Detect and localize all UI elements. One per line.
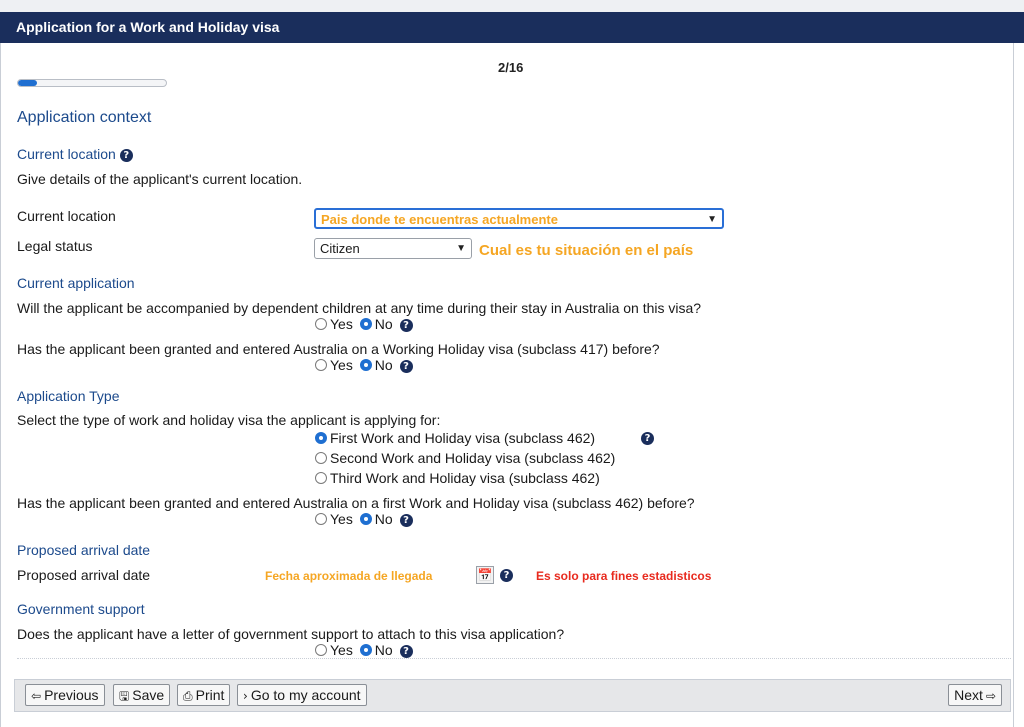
help-icon[interactable]: ?: [400, 645, 413, 658]
radio-button[interactable]: [315, 452, 327, 464]
form-page: [0, 43, 1014, 727]
radio-no[interactable]: [360, 642, 393, 658]
go-to-account-label: Go to my account: [250, 687, 361, 703]
legal-status-label: Legal status: [17, 238, 93, 254]
progress-bar: [17, 79, 167, 87]
radio-button[interactable]: [315, 472, 327, 484]
help-icon[interactable]: ?: [400, 360, 413, 373]
section-title: Application context: [17, 109, 152, 126]
save-icon: 🖫: [119, 689, 130, 703]
current-location-select[interactable]: [314, 208, 724, 229]
previous-button[interactable]: [25, 684, 105, 706]
application-type-heading: Application Type: [17, 388, 120, 404]
arrival-date-heading: Proposed arrival date: [17, 542, 151, 558]
question-working-holiday-417: Has the applicant been granted and entered Australia on a Working Holiday visa (subclass 417) before?: [17, 341, 660, 357]
form-footer: [14, 679, 1011, 712]
radio-yes-label: Yes: [330, 642, 353, 658]
divider: [17, 658, 1011, 659]
visa-option-second-label: Second Work and Holiday visa (subclass 462): [330, 450, 616, 466]
radio-yes[interactable]: [315, 357, 353, 373]
government-support-radio-group: [315, 642, 413, 658]
current-location-label: Current location: [17, 208, 116, 224]
arrival-date-disclaimer: Es solo para fines estadisticos: [536, 569, 712, 583]
page-counter: 2/16: [498, 60, 524, 75]
visa-option-third-label: Third Work and Holiday visa (subclass 462): [330, 470, 600, 486]
go-to-account-button[interactable]: [237, 684, 367, 706]
arrival-date-label: Proposed arrival date: [17, 567, 151, 583]
chevron-down-icon: ▼: [456, 243, 466, 254]
radio-button[interactable]: [315, 513, 327, 525]
visa-option-third[interactable]: [315, 470, 600, 486]
help-icon[interactable]: ?: [400, 319, 413, 332]
radio-no-label: No: [374, 511, 393, 527]
current-application-heading: Current application: [17, 275, 135, 291]
legal-status-note: Cual es tu situación en el país: [479, 242, 694, 259]
radio-button-selected[interactable]: [360, 644, 372, 656]
help-icon[interactable]: ?: [120, 149, 133, 162]
legal-status-value: Citizen: [320, 241, 360, 256]
print-label: Print: [195, 687, 225, 703]
radio-no[interactable]: [360, 511, 393, 527]
radio-button[interactable]: [315, 359, 327, 371]
help-icon[interactable]: ?: [400, 514, 413, 527]
arrow-right-icon: ⇨: [985, 689, 996, 703]
current-location-heading: [17, 146, 133, 162]
radio-yes[interactable]: [315, 316, 353, 332]
radio-button-selected[interactable]: [360, 318, 372, 330]
radio-yes-label: Yes: [330, 357, 353, 373]
current-location-description: Give details of the applicant's current location.: [17, 171, 303, 187]
application-type-prompt: Select the type of work and holiday visa the applicant is applying for:: [17, 412, 441, 428]
window-title-bar: [0, 12, 1024, 43]
visa-option-second[interactable]: [315, 450, 615, 466]
window-title: Application for a Work and Holiday visa: [16, 19, 280, 35]
radio-no[interactable]: [360, 316, 393, 332]
radio-button-selected[interactable]: [315, 432, 327, 444]
question-first-work-holiday-462: Has the applicant been granted and entered Australia on a first Work and Holiday visa (subclass 462) before?: [17, 495, 695, 511]
current-location-heading-text: Current location: [17, 146, 116, 162]
radio-yes[interactable]: [315, 642, 353, 658]
visa-option-first-label: First Work and Holiday visa (subclass 462): [330, 430, 596, 446]
dependent-children-radio-group: [315, 316, 413, 332]
question-government-support: Does the applicant have a letter of government support to attach to this visa application?: [17, 626, 565, 642]
calendar-icon[interactable]: 📅: [477, 568, 493, 582]
print-icon: ⎙: [183, 689, 193, 703]
government-support-heading: Government support: [17, 601, 145, 617]
browser-top-strip: [0, 0, 1024, 12]
radio-button[interactable]: [315, 644, 327, 656]
radio-button[interactable]: [315, 318, 327, 330]
current-location-value: Pais donde te encuentras actualmente: [321, 212, 558, 227]
radio-no-label: No: [374, 316, 393, 332]
working-holiday-417-radio-group: [315, 357, 413, 373]
radio-no[interactable]: [360, 357, 393, 373]
help-icon[interactable]: ?: [641, 432, 654, 445]
radio-no-label: No: [374, 642, 393, 658]
legal-status-select[interactable]: [314, 238, 472, 259]
question-dependent-children: Will the applicant be accompanied by dependent children at any time during their stay in Australia on this visa?: [17, 300, 702, 316]
chevron-down-icon: ▼: [707, 214, 717, 225]
print-button[interactable]: [177, 684, 230, 706]
arrival-date-field[interactable]: [265, 567, 432, 583]
chevron-right-icon: ›: [243, 689, 248, 703]
help-icon[interactable]: ?: [500, 569, 513, 582]
progress-fill: [18, 80, 37, 86]
arrow-left-icon: ⇦: [31, 689, 42, 703]
previous-label: Previous: [44, 687, 99, 703]
next-button[interactable]: [948, 684, 1002, 706]
arrival-date-note: Fecha aproximada de llegada: [265, 569, 433, 583]
save-button[interactable]: [113, 684, 170, 706]
save-label: Save: [132, 687, 165, 703]
visa-option-first[interactable]: [315, 430, 595, 446]
radio-yes-label: Yes: [330, 511, 353, 527]
first-work-holiday-radio-group: [315, 511, 413, 527]
radio-button-selected[interactable]: [360, 359, 372, 371]
next-label: Next: [954, 687, 983, 703]
radio-button-selected[interactable]: [360, 513, 372, 525]
radio-yes-label: Yes: [330, 316, 353, 332]
radio-yes[interactable]: [315, 511, 353, 527]
radio-no-label: No: [374, 357, 393, 373]
